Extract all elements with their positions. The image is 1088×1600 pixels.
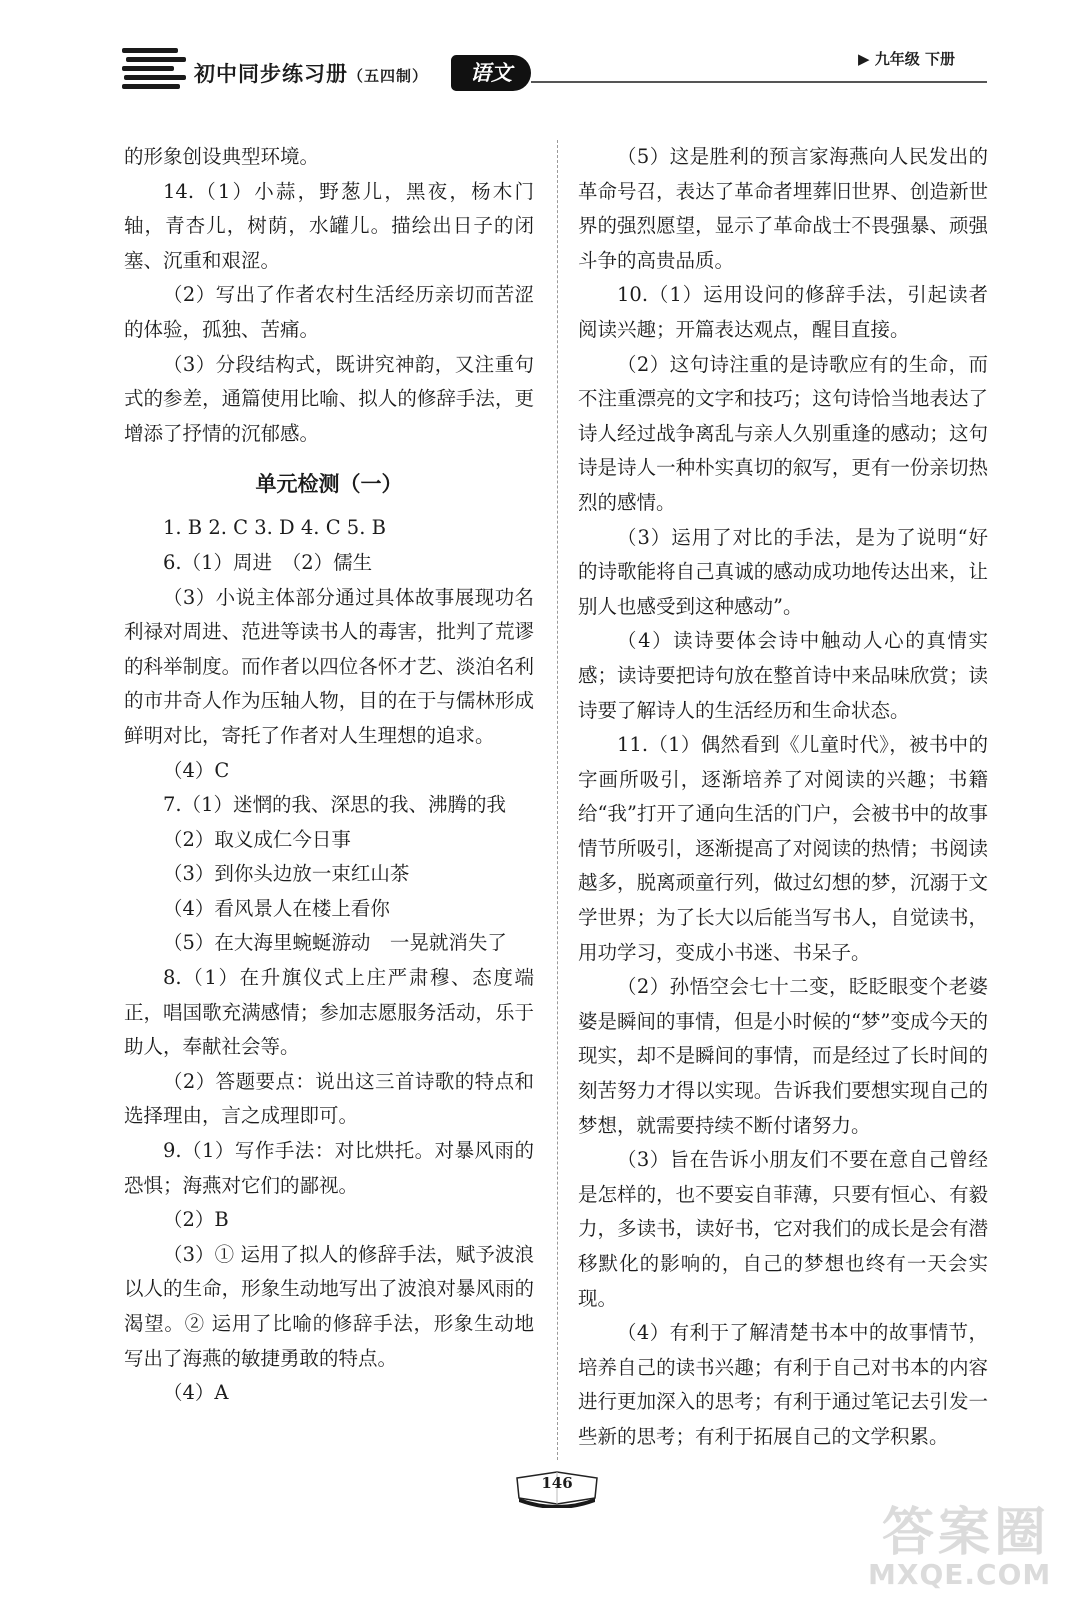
answer-paragraph: 6.（1）周进 （2）儒生 xyxy=(163,550,373,574)
answer-paragraph: （3）旨在告诉小朋友们不要在意自己曾经是怎样的，也不要妄自菲薄，只要有恒心、有毅力，多读书，读好书，它对我们的成长是会有潜移默化的影响的，自己的梦想也终有一天会实现。 xyxy=(578,1148,988,1310)
answer-paragraph: 1. B 2. C 3. D 4. C 5. B xyxy=(163,516,386,540)
page-number: 146 xyxy=(541,1474,573,1492)
book-edition: （五四制） xyxy=(348,67,429,85)
subject-badge: 语文 xyxy=(451,55,531,91)
header-rule xyxy=(531,81,987,83)
answer-paragraph: （3）小说主体部分通过具体故事展现功名利禄对周进、范进等读书人的毒害，批判了荒谬的科举制度。而作者以四位各怀才艺、淡泊名利的市井奇人作为压轴人物，目的在于与儒林形成鲜明对比，寄托了作者对人生理想的追求。 xyxy=(124,585,534,747)
answer-paragraph: （5）在大海里蜿蜒游动 一晃就消失了 xyxy=(163,931,507,955)
page-number-badge xyxy=(511,1468,603,1508)
right-column xyxy=(578,140,988,1455)
answer-paragraph: 的形象创设典型环境。 xyxy=(124,145,320,168)
answer-paragraph: （2）B xyxy=(163,1208,229,1232)
column-divider xyxy=(557,140,558,1460)
answer-paragraph: 14.（1）小蒜，野葱儿，黑夜，杨木门轴，青杏儿，树荫，水罐儿。描绘出日子的闭塞、沉重和艰涩。 xyxy=(124,179,534,272)
answer-paragraph: 7.（1）迷惘的我、深思的我、沸腾的我 xyxy=(163,793,507,817)
answer-paragraph: （4）A xyxy=(163,1381,229,1405)
answer-paragraph: （5）这是胜利的预言家海燕向人民发出的革命号召，表达了革命者埋葬旧世界、创造新世界的强烈愿望，显示了革命战士不畏强暴、顽强斗争的高贵品质。 xyxy=(578,145,988,272)
grade-label: ▶ 九年级 下册 xyxy=(858,50,955,68)
answer-paragraph: （4）C xyxy=(163,758,230,782)
answer-paragraph: （2）写出了作者农村生活经历亲切而苦涩的体验，孤独、苦痛。 xyxy=(124,283,534,341)
watermark xyxy=(860,1490,1070,1590)
answer-paragraph: （2）孙悟空会七十二变，眨眨眼变个老婆婆是瞬间的事情，但是小时候的“梦”变成今天的现实，却不是瞬间的事情，而是经过了长时间的刻苦努力才得以实现。告诉我们要想实现自己的梦想，就需要持续不断付诸努力。 xyxy=(578,975,988,1137)
left-column xyxy=(124,140,534,1411)
watermark-logo-text: 答案圈 xyxy=(882,1503,1051,1563)
answer-paragraph: 9.（1）写作手法：对比烘托。对暴风雨的恐惧；海燕对它们的鄙视。 xyxy=(124,1139,534,1197)
answer-paragraph: （2）这句诗注重的是诗歌应有的生命，而不注重漂亮的文字和技巧；这句诗恰当地表达了诗人经过战争离乱与亲人久别重逢的感动；这句诗是诗人一种朴实真切的叙写，更有一份亲切热烈的感情。 xyxy=(578,352,988,514)
answer-paragraph: （2）答题要点：说出这三首诗歌的特点和选择理由，言之成理即可。 xyxy=(124,1069,534,1128)
page-header xyxy=(0,0,1088,110)
watermark-url: MXQE.COM xyxy=(868,1558,1052,1591)
answer-paragraph: （4）读诗要体会诗中触动人心的真情实感；读诗要把诗句放在整首诗中来品味欣赏；读诗要了解诗人的生活经历和生命状态。 xyxy=(578,629,988,722)
answer-paragraph: （3）运用了对比的手法，是为了说明“好的诗歌能将自己真诚的感动成功地传达出来，让别人也感受到这种感动”。 xyxy=(578,525,988,618)
book-title-text: 初中同步练习册 xyxy=(194,61,348,86)
answer-paragraph: （4）看风景人在楼上看你 xyxy=(163,896,390,920)
answer-paragraph: 10.（1）运用设问的修辞手法，引起读者阅读兴趣；开篇表达观点，醒目直接。 xyxy=(578,283,988,341)
answer-paragraph: （2）取义成仁今日事 xyxy=(163,827,351,851)
section-heading: 单元检测（一） xyxy=(255,472,403,497)
answer-paragraph: （3）到你头边放一束红山茶 xyxy=(163,862,410,886)
answer-paragraph: 11.（1）偶然看到《儿童时代》，被书中的字画所吸引，逐渐培养了对阅读的兴趣；书籍给“我”打开了通向生活的门户，会被书中的故事情节所吸引，逐渐提高了对阅读的热情；书阅读越多，脱离顽童行列，做过幻想的梦，沉溺于文学世界；为了长大以后能当写书人，自觉读书，用功学习，变成小书迷、书呆子。 xyxy=(578,733,988,964)
answer-paragraph: （3）① 运用了拟人的修辞手法，赋予波浪以人的生命，形象生动地写出了波浪对暴风雨的渴望。② 运用了比喻的修辞手法，形象生动地写出了海燕的敏捷勇敢的特点。 xyxy=(124,1242,534,1370)
answer-paragraph: （4）有利于了解清楚书本中的故事情节，培养自己的读书兴趣；有利于自己对书本的内容进行更加深入的思考；有利于通过笔记去引发一些新的思考；有利于拓展自己的文学积累。 xyxy=(578,1321,988,1448)
book-title xyxy=(194,58,428,88)
answer-paragraph: 8.（1）在升旗仪式上庄严肃穆、态度端正，唱国歌充满感情；参加志愿服务活动，乐于助人，奉献社会等。 xyxy=(124,966,534,1059)
book-stack-icon xyxy=(122,46,186,94)
answer-paragraph: （3）分段结构式，既讲究神韵，又注重句式的参差，通篇使用比喻、拟人的修辞手法，更增添了抒情的沉郁感。 xyxy=(124,352,534,445)
